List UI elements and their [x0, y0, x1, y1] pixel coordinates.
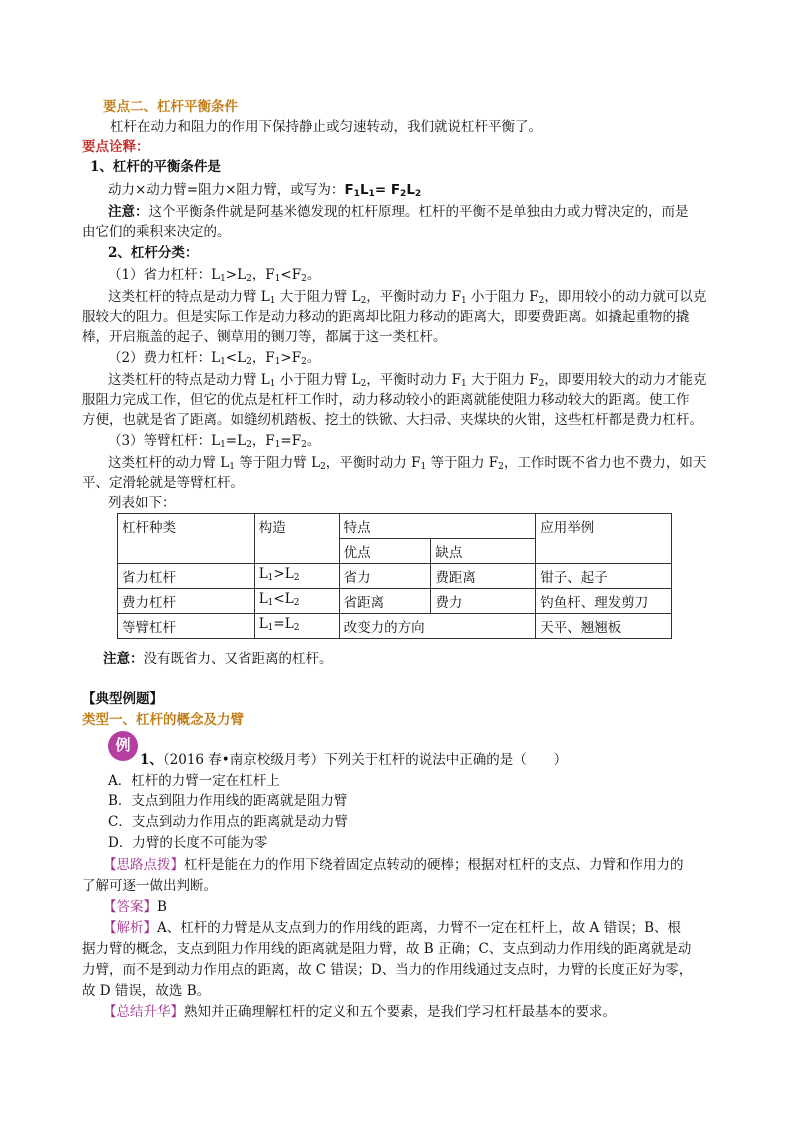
- class3-head: （3）等臂杠杆：$L_1=L_2$，$F_1=F_2$。: [108, 433, 321, 450]
- cell-structure: $L_1<L_2$: [254, 589, 339, 614]
- answer-tag: 【答案】: [103, 899, 157, 915]
- option-a: A．杠杆的力臂一定在杠杆上: [108, 773, 280, 789]
- analysis-tag: 【解析】: [103, 920, 157, 936]
- class2-head: （2）费力杠杆：$L_1<L_2$，$F_1>F_2$。: [108, 350, 321, 367]
- class2-text-a: 这类杠杆的特点是动力臂 $L_1$ 小于阻力臂 $L_2$，平衡时动力 $F_1$ 大于阻力 $F_2$，即要用较大的动力才能克: [108, 372, 707, 389]
- cell-pros: 省距离: [339, 589, 431, 614]
- list-label: 列表如下：: [108, 495, 176, 511]
- class3-text-a: 这类杠杆的动力臂 $L_1$ 等于阻力臂 $L_2$，平衡时动力 $F_1$ 等于阻力 $F_2$，工作时既不省力也不费力，如天: [108, 455, 707, 472]
- analysis-text: A、杠杆的力臂是从支点到力的作用线的距离，力臂不一定在杠杆上，故 A 错误；B、根: [157, 920, 682, 936]
- note2-label: 注意：: [103, 651, 144, 667]
- hint-tag: 【思路点拨】: [103, 857, 184, 873]
- class2-label: （2）费力杠杆：: [108, 350, 212, 366]
- note2-line: [103, 649, 333, 669]
- section-intro: 杠杆在动力和阻力的作用下保持静止或匀速转动，我们就说杠杆平衡了。: [110, 119, 542, 135]
- option-c: C．支点到动力作用点的距离就是动力臂: [108, 814, 348, 830]
- summary-tag: 【总结升华】: [103, 1004, 184, 1020]
- cell-cons: 费距离: [431, 564, 536, 589]
- class1-label: （1）省力杠杆：: [108, 267, 212, 283]
- cell-cons: 费力: [431, 589, 536, 614]
- summary-line: [103, 1002, 616, 1022]
- header-features: 特点: [339, 514, 536, 539]
- analysis-continued-1: 据力臂的概念，支点到阻力作用线的距离就是阻力臂，故 B 正确；C、支点到动力作用线的距离就是动: [82, 941, 692, 957]
- question-text: （2016 春•南京校级月考）下列关于杠杆的说法中正确的是（ ）: [162, 752, 568, 768]
- table-row: [118, 589, 672, 614]
- table-row: [118, 564, 672, 589]
- sub1-title: 1、杠杆的平衡条件是: [90, 159, 221, 175]
- class1-head: （1）省力杠杆：$L_1>L_2$，$F_1<F_2$。: [108, 267, 321, 284]
- type1-title: 类型一、杠杆的概念及力臂: [82, 712, 244, 728]
- cell-pros: 改变力的方向: [339, 614, 536, 639]
- header-cons: 缺点: [431, 539, 536, 564]
- analysis-continued-3: 故 D 错误，故选 B。: [82, 983, 211, 999]
- class3-text-b: 平、定滑轮就是等臂杠杆。: [82, 475, 244, 491]
- sub2-title: 2、杠杆分类：: [108, 245, 199, 261]
- class2-text-a-prefix: 这类杠杆的特点是动力臂: [108, 372, 257, 388]
- balance-formula-text: 动力×动力臂=阻力×阻力臂，或写为：: [108, 182, 345, 198]
- option-b: B．支点到阻力作用线的距离就是阻力臂: [108, 793, 348, 809]
- class2-text-b: 服阻力完成工作，但它的优点是杠杆工作时，动力移动较小的距离就能使阻力移动较大的距离。使工作: [82, 392, 690, 408]
- class2-text-c: 方便，也就是省了距离。如缝纫机踏板、挖土的铁锨、大扫帚、夹煤块的火钳，这些杠杆都是费力杠杆。: [82, 412, 703, 428]
- table-row: [118, 614, 672, 639]
- examples-heading: 【典型例题】: [82, 691, 163, 707]
- lever-table: [117, 513, 672, 639]
- header-structure: 构造: [254, 514, 339, 564]
- balance-formula-line: [108, 180, 421, 204]
- header-type: 杠杆种类: [118, 514, 255, 564]
- answer-value: B: [157, 899, 167, 915]
- cell-type: 费力杠杆: [118, 589, 255, 614]
- note2-text: 没有既省力、又省距离的杠杆。: [143, 651, 333, 667]
- analysis-line: [103, 918, 681, 938]
- cell-type: 省力杠杆: [118, 564, 255, 589]
- table-header-row: [118, 514, 672, 539]
- hint-continued: 了解可逐一做出判断。: [82, 878, 217, 894]
- cell-structure: $L_1>L_2$: [254, 564, 339, 589]
- note1-line: [108, 202, 689, 222]
- cell-apps: 钳子、起子: [536, 564, 672, 589]
- note1-continued: 由它们的乘积来决定的。: [82, 224, 231, 240]
- class1-text-a: 这类杠杆的特点是动力臂 $L_1$ 大于阻力臂 $L_2$，平衡时动力 $F_1$ 小于阻力 $F_2$，即用较小的动力就可以克: [108, 289, 707, 306]
- option-d: D．力臂的长度不可能为零: [108, 835, 268, 851]
- cell-apps: 天平、翘翘板: [536, 614, 672, 639]
- class1-text-a-prefix: 这类杠杆的特点是动力臂: [108, 289, 257, 305]
- cell-pros: 省力: [339, 564, 431, 589]
- note1-text: 这个平衡条件就是阿基米德发现的杠杆原理。杠杆的平衡不是单独由力或力臂决定的，而是: [148, 204, 689, 220]
- question-number: 1、: [140, 752, 163, 768]
- question-line: [140, 750, 567, 770]
- section-title: 要点二、杠杆平衡条件: [103, 99, 238, 115]
- cell-apps: 钓鱼杆、理发剪刀: [536, 589, 672, 614]
- header-pros: 优点: [339, 539, 431, 564]
- hint-text: 杠杆是能在力的作用下绕着固定点转动的硬棒；根据对杠杆的支点、力臂和作用力的: [184, 857, 684, 873]
- answer-line: [103, 897, 167, 917]
- explain-title: 要点诠释：: [82, 139, 150, 155]
- cell-structure: $L_1=L_2$: [254, 614, 339, 639]
- example-badge: 例: [108, 731, 138, 761]
- note1-label: 注意：: [108, 204, 149, 220]
- cell-type: 等臂杠杆: [118, 614, 255, 639]
- class3-label: （3）等臂杠杆：: [108, 433, 212, 449]
- class1-text-c: 棒，开启瓶盖的起子、铡草用的铡刀等，都属于这一类杠杆。: [82, 329, 447, 345]
- balance-formula: $F_1L_1= F_2L_2$: [344, 182, 422, 199]
- header-applications: 应用举例: [536, 514, 672, 564]
- class1-text-b: 服较大的阻力。但是实际工作是动力移动的距离却比阻力移动的距离大，即要费距离。如撬起重物的撬: [82, 309, 690, 325]
- hint-line: [103, 855, 684, 875]
- analysis-continued-2: 力臂，而不是到动力作用点的距离，故 C 错误；D、当力的作用线通过支点时，力臂的长度正好为零，: [82, 962, 693, 978]
- summary-text: 熟知并正确理解杠杆的定义和五个要素，是我们学习杠杆最基本的要求。: [184, 1004, 616, 1020]
